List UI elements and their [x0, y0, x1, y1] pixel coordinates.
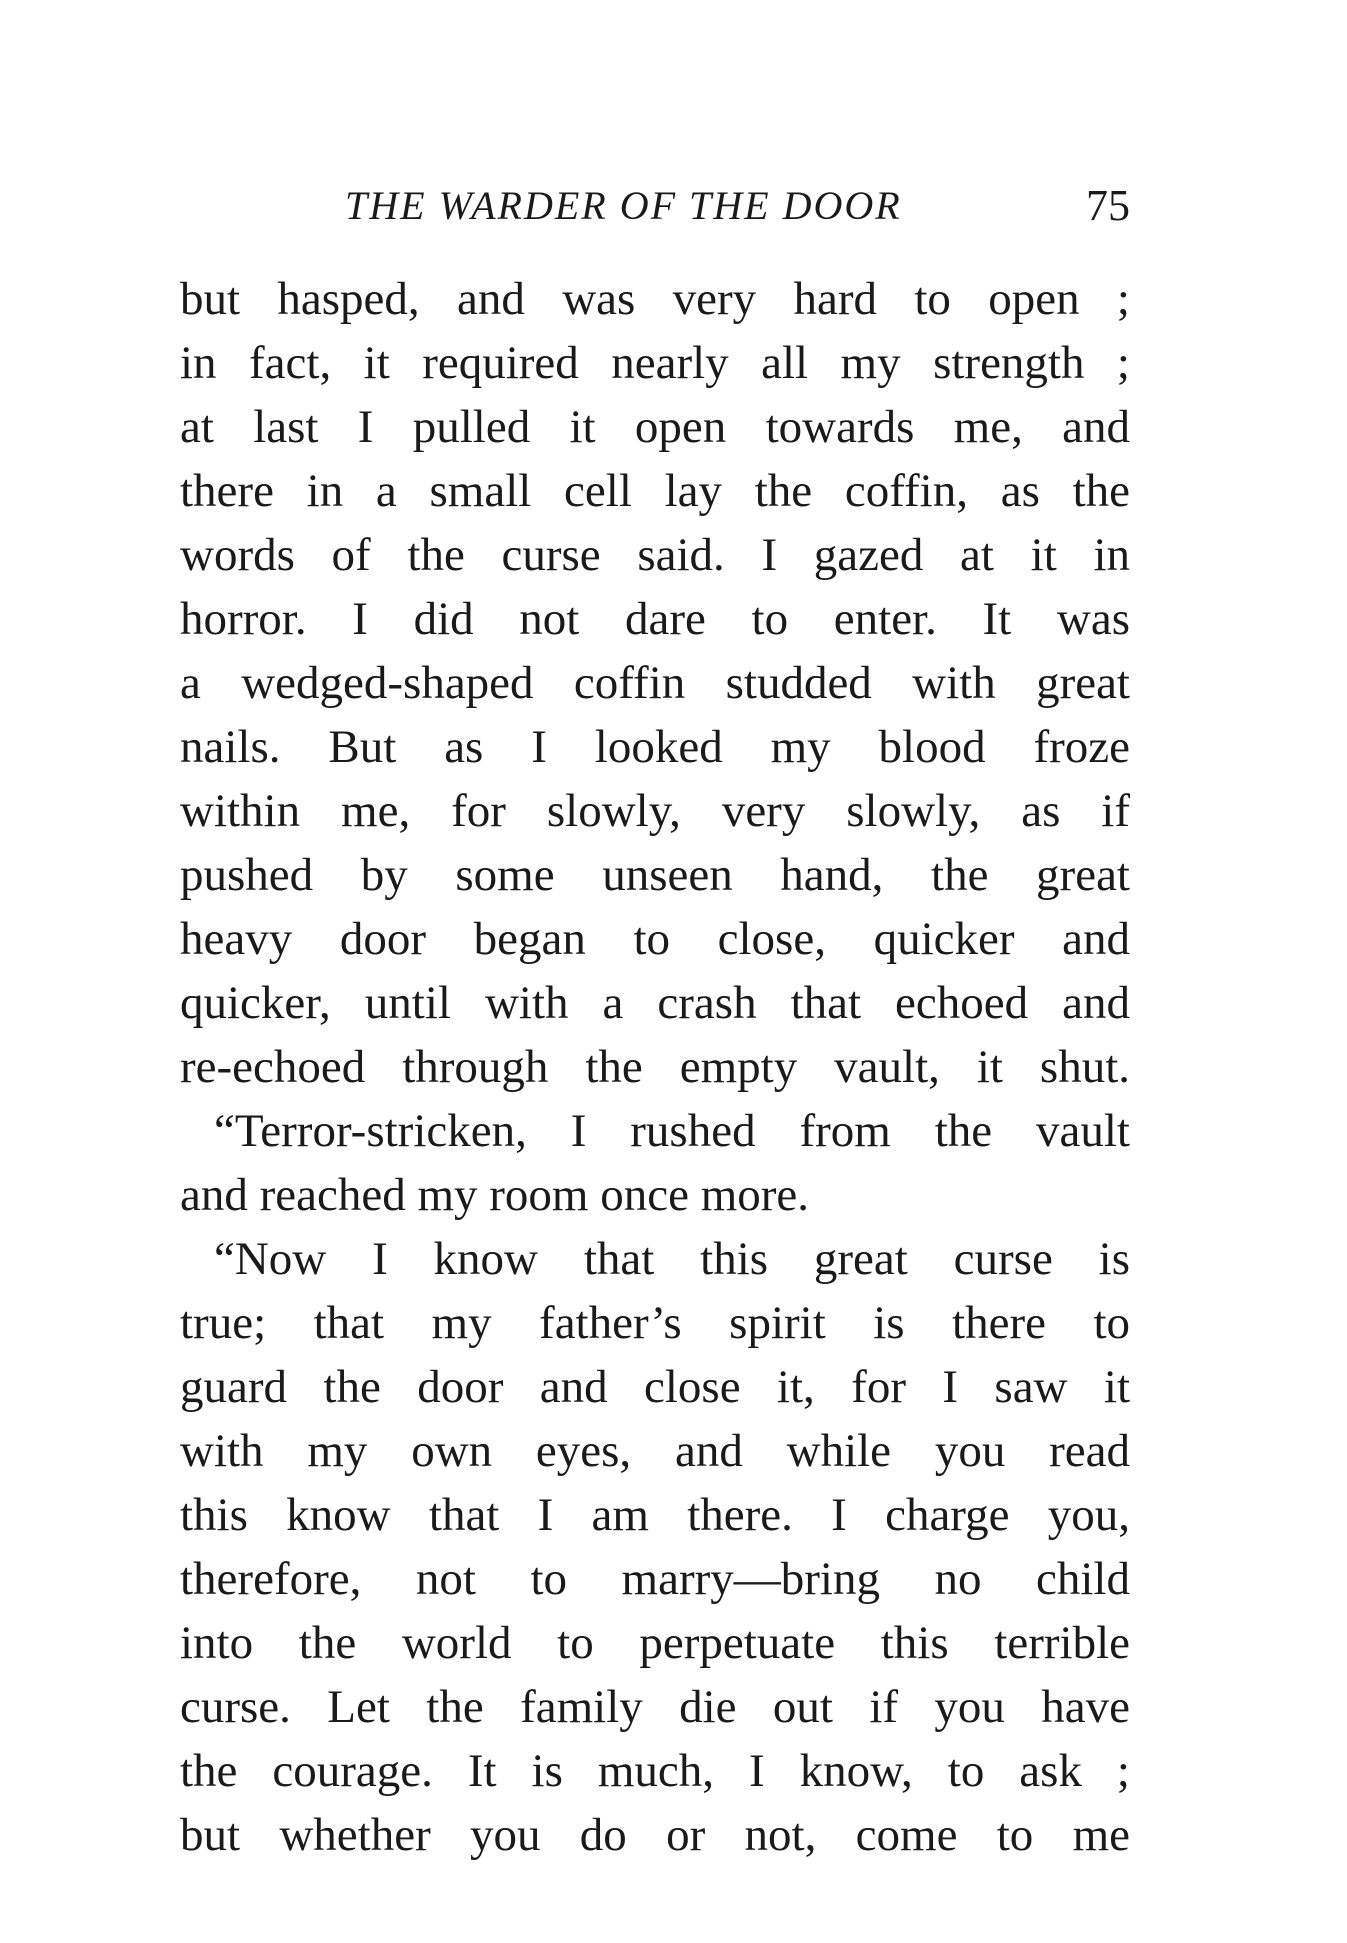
- text-line: but whether you do or not, come to me: [180, 1809, 1130, 1861]
- text-line: this know that I am there. I charge you,: [180, 1489, 1130, 1541]
- text-line: “Terror-stricken, I rushed from the vault: [214, 1105, 1130, 1157]
- running-head: [180, 176, 1130, 236]
- running-title: THE WARDER OF THE DOOR: [345, 183, 902, 228]
- text-line: quicker, until with a crash that echoed and: [180, 977, 1130, 1029]
- text-line: horror. I did not dare to enter. It was: [180, 593, 1130, 645]
- text-line: and reached my room once more.: [180, 1169, 810, 1221]
- text-line: in fact, it required nearly all my strength ;: [180, 337, 1130, 389]
- text-line: heavy door began to close, quicker and: [180, 913, 1130, 965]
- text-line: curse. Let the family die out if you have: [180, 1681, 1130, 1733]
- text-line: “Now I know that this great curse is: [214, 1233, 1130, 1285]
- text-line: at last I pulled it open towards me, and: [180, 401, 1130, 453]
- text-line: a wedged-shaped coffin studded with great: [180, 657, 1130, 709]
- text-line: therefore, not to marry—bring no child: [180, 1553, 1130, 1605]
- text-line: within me, for slowly, very slowly, as if: [180, 785, 1130, 837]
- text-line: true; that my father’s spirit is there to: [180, 1297, 1130, 1349]
- text-line: the courage. It is much, I know, to ask ;: [180, 1745, 1130, 1797]
- page-number: 75: [1086, 181, 1130, 230]
- text-line: but hasped, and was very hard to open ;: [180, 273, 1130, 325]
- text-line: there in a small cell lay the coffin, as the: [180, 465, 1130, 517]
- body-text: [180, 267, 1130, 1867]
- text-line: guard the door and close it, for I saw it: [180, 1361, 1130, 1413]
- text-line: with my own eyes, and while you read: [180, 1425, 1130, 1477]
- text-line: words of the curse said. I gazed at it in: [180, 529, 1130, 581]
- text-line: into the world to perpetuate this terrible: [180, 1617, 1130, 1669]
- text-line: re-echoed through the empty vault, it shut.: [180, 1041, 1130, 1093]
- text-line: nails. But as I looked my blood froze: [180, 721, 1130, 773]
- text-line: pushed by some unseen hand, the great: [180, 849, 1130, 901]
